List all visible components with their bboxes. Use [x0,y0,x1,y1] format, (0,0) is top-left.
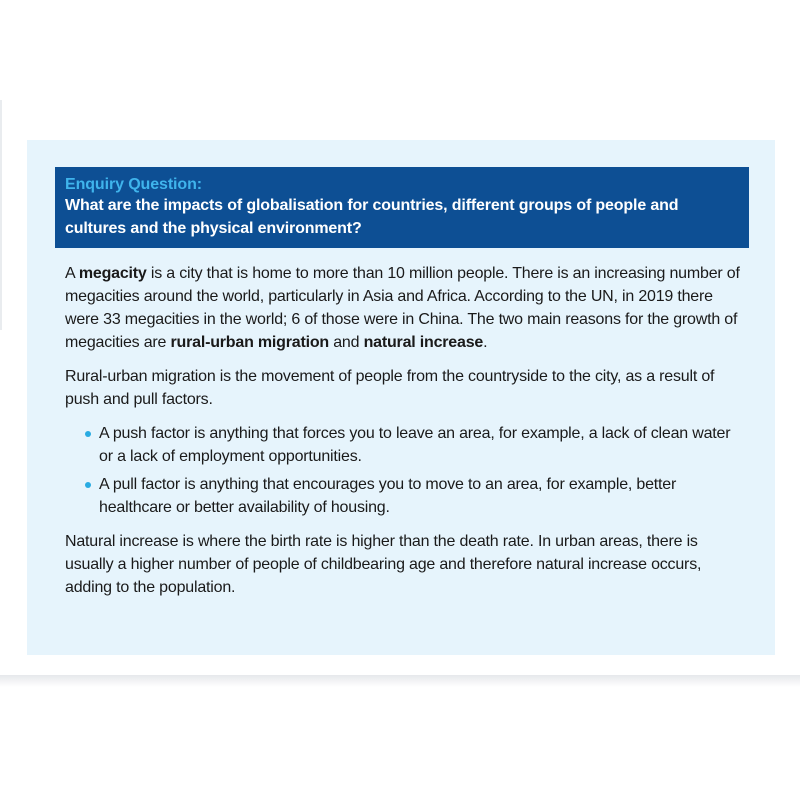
body-text [65,262,745,610]
bullet-icon [85,482,91,488]
key-term-megacity: megacity [78,265,147,282]
list-item-text: A push factor is anything that forces you to leave an area, for example, a lack of clean water or a lack of employment opportunities. [99,425,731,465]
paragraph-text: and [328,334,364,351]
list-item-pull-factor [85,473,745,519]
factor-list [65,422,745,519]
paragraph-natural-increase: Natural increase is where the birth rate is higher than the death rate. In urban areas, there is usually a higher number of people of childbearing age and therefore natural increase occurs, adding to the population. [65,533,702,596]
paragraph-rural-urban-migration: Rural-urban migration is the movement of people from the countryside to the city, as a result of push and pull factors. [65,368,715,408]
enquiry-question-text: What are the impacts of globalisation for countries, different groups of people and cultures and the physical environment? [65,197,679,237]
page-edge-divider [0,100,2,330]
bullet-icon [85,431,91,437]
enquiry-heading: Enquiry Question: [65,176,202,193]
list-item-text: A pull factor is anything that encourages you to move to an area, for example, better healthcare or better availability of housing. [99,476,677,516]
key-term-rural-urban-migration: rural-urban migration [170,334,329,351]
page-bottom-shadow [0,675,800,687]
key-term-natural-increase: natural increase [363,334,484,351]
list-item-push-factor [85,422,745,468]
enquiry-question-box [55,167,749,248]
paragraph-text: A [65,265,79,282]
paragraph-text: . [483,334,488,351]
paragraph-megacity [65,262,745,354]
paragraph-text: is a city that is home to more than 10 million people. There is an increasing number of megacities around the world, particularly in Asia and Africa. According to the UN, in 2019 there were 33 megacities in the world; 6 of those were in China. The two main reasons for the growth of megacities are [65,265,740,351]
